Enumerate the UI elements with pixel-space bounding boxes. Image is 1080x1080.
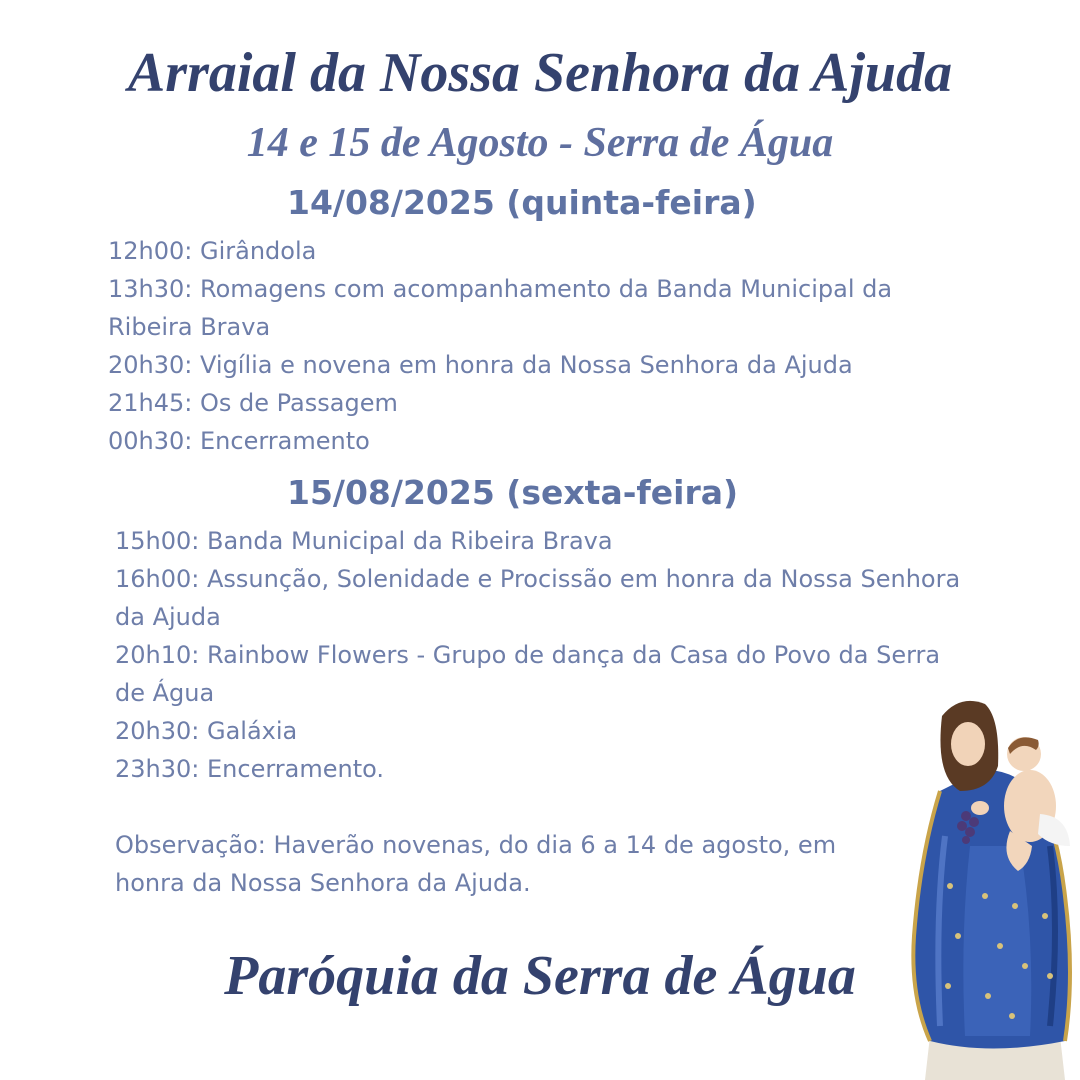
virgin-and-child-statue-icon — [900, 696, 1080, 1080]
observation-note: Observação: Haverão novenas, do dia 6 a 14 de agosto, em honra da Nossa Senhora da Ajuda. — [115, 831, 837, 897]
schedule-item: 20h30: Vigília e novena em honra da Nossa Senhora da Ajuda — [108, 351, 853, 379]
event-title: Arraial da Nossa Senhora da Ajuda — [127, 42, 953, 104]
schedule-item: 12h00: Girândola — [108, 237, 317, 265]
schedule-item: 20h30: Galáxia — [115, 717, 298, 745]
schedule-item: 15h00: Banda Municipal da Ribeira Brava — [115, 527, 613, 555]
parish-name: Paróquia da Serra de Água — [224, 945, 856, 1007]
schedule-item: 16h00: Assunção, Solenidade e Procissão em honra da Nossa Senhora da Ajuda — [115, 565, 961, 631]
schedule-list-14 — [108, 232, 968, 460]
schedule-item: 13h30: Romagens com acompanhamento da Banda Municipal da Ribeira Brava — [108, 275, 893, 341]
schedule-item: 20h10: Rainbow Flowers - Grupo de dança da Casa do Povo da Serra de Água — [115, 641, 941, 707]
schedule-item: 23h30: Encerramento. — [115, 755, 385, 783]
day-heading-15: 15/08/2025 (sexta-feira) — [287, 473, 739, 512]
schedule-item: 21h45: Os de Passagem — [108, 389, 398, 417]
day-heading-14: 14/08/2025 (quinta-feira) — [287, 183, 757, 222]
schedule-item: 00h30: Encerramento — [108, 427, 370, 455]
schedule-list-15 — [115, 522, 965, 788]
event-subtitle: 14 e 15 de Agosto - Serra de Água — [246, 120, 834, 166]
